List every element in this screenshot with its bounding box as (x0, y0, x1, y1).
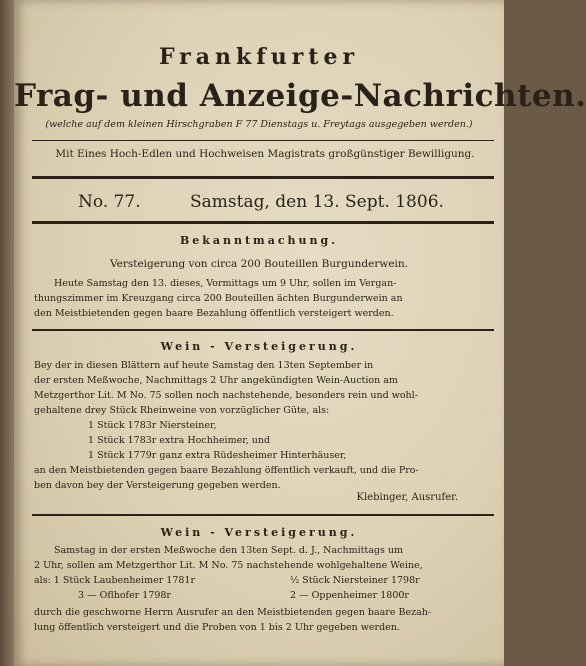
masthead-title: Frag- und Anzeige-Nachrichten. (14, 78, 586, 114)
masthead-city: Frankfurter (158, 44, 360, 70)
section3-wine-list (34, 573, 496, 603)
section2-item: 1 Stück 1779r ganz extra Rüdesheimer Hinterhäuser, (88, 450, 347, 461)
rule-thick-1 (32, 176, 494, 179)
rule-top (32, 140, 494, 141)
section2-item: 1 Stück 1783r extra Hochheimer, und (88, 435, 271, 446)
wine-entry: als: 1 Stück Laubenheimer 1781r (34, 575, 196, 586)
section1-title: Bekanntmachung. (179, 234, 339, 247)
section3-line: Samstag in der ersten Meßwoche den 13ten Sept. d. J., Nachmittags um (54, 545, 404, 556)
book-gutter (0, 0, 14, 666)
section3-title: Wein - Versteigerung. (160, 526, 358, 539)
section2-item: 1 Stück 1783r Niersteiner, (88, 420, 217, 431)
section1-body (34, 276, 496, 321)
privilege-line: Mit Eines Hoch-Edlen und Hochweisen Magistrats großgünstiger Bewilligung. (55, 148, 475, 160)
section1-line: Heute Samstag den 13. dieses, Vormittags um 9 Uhr, sollen im Vergan- (54, 278, 397, 289)
section3-line: 2 Uhr, sollen am Metzgerthor Lit. M No. 75 nachstehende wohlgehaltene Weine, (34, 560, 423, 571)
section2-body (34, 358, 496, 493)
section1-line: den Meistbietenden gegen baare Bezahlung öffentlich versteigert werden. (34, 308, 394, 319)
rule-section-1 (32, 329, 494, 331)
section3-line: durch die geschworne Herrn Ausrufer an den Meistbietenden gegen baare Bezah- (34, 607, 432, 618)
section2-line: der ersten Meßwoche, Nachmittags 2 Uhr angekündigten Wein-Auction am (34, 375, 398, 386)
section2-line: an den Meistbietenden gegen baare Bezahlung öffentlich verkauft, und die Pro- (34, 465, 419, 476)
section3-wine-row (34, 573, 496, 588)
issue-date: Samstag, den 13. Sept. 1806. (190, 192, 444, 212)
section3-body (34, 543, 496, 573)
section2-line: Bey der in diesen Blättern auf heute Samstag den 13ten September in (34, 360, 374, 371)
section2-line: ben davon bey der Versteigerung gegeben werden. (34, 480, 281, 491)
section3-closing (34, 605, 496, 635)
rule-section-2 (32, 514, 494, 516)
section1-subtitle: Versteigerung von circa 200 Bouteillen Burgunderwein. (109, 258, 409, 270)
rule-thick-2 (32, 221, 494, 224)
wine-entry: 2 — Oppenheimer 1800r (290, 590, 409, 601)
section1-line: thungszimmer im Kreuzgang circa 200 Bouteillen ächten Burgunderwein an (34, 293, 403, 304)
section2-line: gehaltene drey Stück Rheinweine von vorzüglicher Güte, als: (34, 405, 330, 416)
wine-entry: 3 — Oflhofer 1798r (78, 590, 171, 601)
section3-line: lung öffentlich versteigert und die Proben von 1 bis 2 Uhr gegeben werden. (34, 622, 400, 633)
section2-title: Wein - Versteigerung. (160, 340, 358, 353)
masthead-note: (welche auf dem kleinen Hirschgraben F 77 Dienstags u. Freytags ausgegeben werden.) (45, 119, 473, 130)
section3-wine-row (34, 588, 496, 603)
wine-entry: ½ Stück Niersteiner 1798r (290, 575, 420, 586)
newspaper-page (14, 0, 586, 666)
section2-line: Metzgerthor Lit. M No. 75 sollen noch nachstehende, besonders rein und wohl- (34, 390, 418, 401)
section2-signature: Klebinger, Ausrufer. (356, 492, 458, 503)
issue-number: No. 77. (78, 192, 141, 212)
